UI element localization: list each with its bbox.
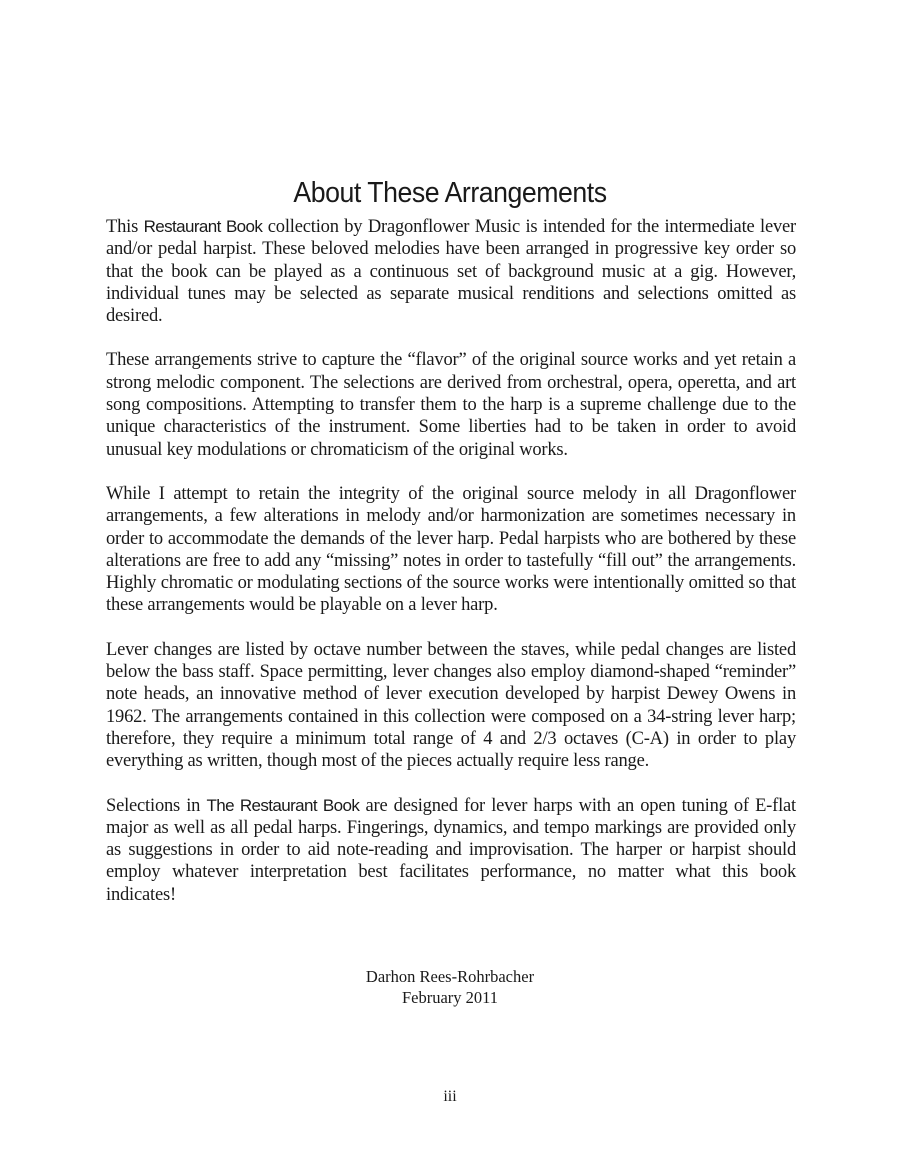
paragraph-selections-rest: are designed for lever harps with an open tuning of E-flat major as well as all pedal harps. Fingerings, dynamics, and tempo markings are provided only as suggestions in order to aid note-reading and improvisation. The harper or harpist should employ whatever interpretation best facilitates performance, no matter what this book indicates! <box>106 795 796 905</box>
paragraph-alterations: While I attempt to retain the integrity of the original source melody in all Dragonflower arrangements, a few alterations in melody and/or harmonization are sometimes necessary in order to accommodate the demands of the lever harp. Pedal harpists who are bothered by these alterations are free to add any “missing” notes in order to tastefully “fill out” the arrangements. Highly chromatic or modulating sections of the source works were intentionally omitted so that these arrangements would be playable on a lever harp. <box>106 483 796 616</box>
paragraph-intro-start: This <box>106 217 144 237</box>
paragraph-intro <box>106 216 796 327</box>
paragraph-lever-changes: Lever changes are listed by octave number between the staves, while pedal changes are listed below the bass staff. Space permitting, lever changes also employ diamond-shaped “reminder” note heads, an innovative method of lever execution developed by harpist Dewey Owens in 1962. The arrangements contained in this collection were composed on a 34-string lever harp; therefore, they require a minimum total range of 4 and 2/3 octaves (C-A) in order to play everything as written, though most of the pieces actually require less range. <box>106 639 796 772</box>
page-title: About These Arrangements <box>293 177 607 210</box>
paragraph-flavor: These arrangements strive to capture the “flavor” of the original source works and yet retain a strong melodic component. The selections are derived from orchestral, opera, operetta, and art song compositions. Attempting to transfer them to the harp is a supreme challenge due to the unique characteristics of the instrument. Some liberties had to be taken in order to avoid unusual key modulations or chromaticism of the original works. <box>106 350 796 460</box>
signature-date: February 2011 <box>401 988 499 1007</box>
page-number: iii <box>443 1088 457 1105</box>
book-title: Restaurant Book <box>143 217 263 236</box>
paragraph-selections-start: Selections in <box>106 795 207 816</box>
body-text <box>106 216 796 928</box>
paragraph-intro-rest: collection by Dragonflower Music is intended for the intermediate lever and/or pedal harpist. These beloved melodies have been arranged in progressive key order so that the book can be played as a continuous set of background music at a gig. However, individual tunes may be selected as separate musical renditions and selections omitted as desired. <box>106 217 796 327</box>
paragraph-selections <box>106 795 796 906</box>
signature <box>0 966 900 1008</box>
author-name: Darhon Rees-Rohrbacher <box>365 967 535 986</box>
book-title: The Restaurant Book <box>206 795 360 815</box>
